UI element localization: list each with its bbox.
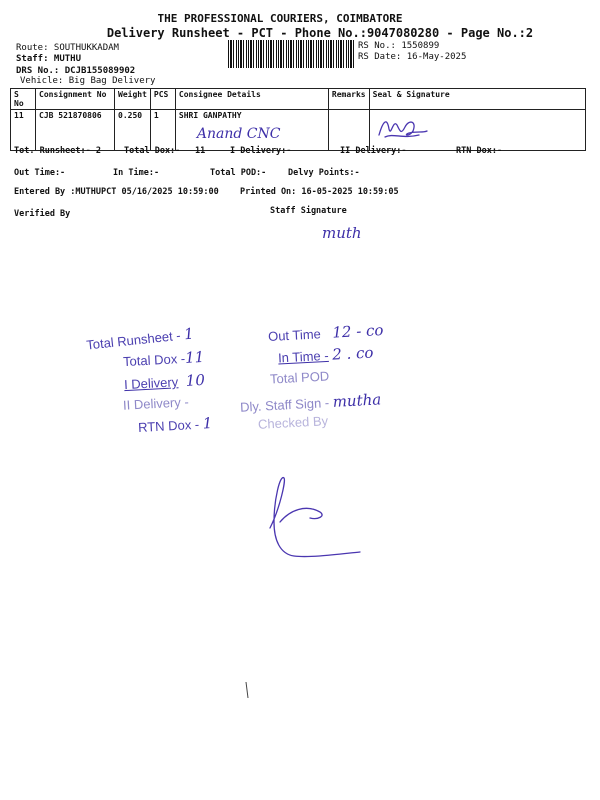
runsheet-title: Delivery Runsheet - PCT - Phone No.:9047080280 - Page No.:2 [106,26,534,40]
col-weight: Weight [115,89,151,110]
table-row [11,110,586,151]
receiver-signature [373,111,443,145]
col-consignment: Consignment No [36,89,115,110]
consignee-name: SHRI GANPATHY [178,111,242,120]
stamp-total-dox-label: Total Dox - [122,350,186,370]
stamp-dly-staff-sign-label: Dly. Staff Sign - [239,395,330,415]
cell-pcs: 1 [150,110,175,151]
staff-label: Staff: MUTHU [16,54,82,64]
total-dox-label: Total Dox:- [124,146,181,156]
stamp-in-time [278,344,374,367]
total-dox-value: 11 [195,146,206,156]
rtn-dox-label: RTN Dox:- [456,146,503,156]
rs-number: RS No.: 1550899 [358,41,440,51]
stamp-checked-by: Checked By [257,413,329,432]
stamp-dly-staff-sign [240,390,382,415]
stamp-i-delivery-value: 10 [185,370,206,390]
stamp-total-dox-value: 11 [184,347,205,367]
stamp-total-pod: Total POD [269,368,330,387]
stamp-rtn-dox-value: 1 [202,414,213,433]
stamp-dly-staff-sign-value: mutha [332,390,382,411]
staff-signature-handwriting: muth [322,224,362,242]
company-name: THE PROFESSIONAL COURIERS, COIMBATORE [157,12,403,25]
route-label: Route: SOUTHUKKADAM [16,43,119,53]
col-consignee: Consignee Details [175,89,328,110]
cell-remarks [328,110,369,151]
stamp-total-runsheet-label: Total Runsheet - [85,327,182,353]
consignee-handwriting: Anand CNC [196,126,281,142]
entered-by: Entered By :MUTHUPCT 05/16/2025 10:59:00 [14,187,219,197]
printed-on: Printed On: 16-05-2025 10:59:05 [240,187,399,197]
table-header-row [11,89,586,110]
ii-delivery-label: II Delivery:- [340,146,407,156]
stamp-ii-delivery: II Delivery - [122,394,190,413]
stamp-i-delivery [124,371,206,393]
delvy-points-label: Delvy Points:- [288,168,360,178]
cell-consignee [175,110,328,151]
stamp-in-time-value: 2 . co [331,343,374,364]
consignment-table [10,88,586,151]
stray-mark [242,680,252,700]
stamp-out-time [268,321,384,345]
verified-by-label: Verified By [14,209,71,219]
stamp-out-time-value: 12 - co [331,320,384,342]
stamp-in-time-label: In Time - [277,347,329,366]
stamp-rtn-dox [138,414,213,436]
staff-signature-label: Staff Signature [270,206,347,216]
col-pcs: PCS [150,89,175,110]
drs-number: DRS No.: DCJB155089902 [16,66,136,76]
rs-date: RS Date: 16-May-2025 [358,52,467,62]
cell-seal-signature [369,110,585,151]
stamp-total-dox [123,348,205,370]
stamp-total-runsheet-value: 1 [183,324,195,344]
col-remarks: Remarks [328,89,369,110]
tot-runsheet: Tot. Runsheet:- 2 [14,146,101,156]
col-seal-signature: Seal & Signature [369,89,585,110]
out-time-label: Out Time:- [14,168,66,178]
stamp-i-delivery-label: I Delivery [123,374,179,393]
verifier-signature [250,470,370,570]
stamp-rtn-dox-label: RTN Dox - [137,416,200,435]
cell-weight: 0.250 [115,110,151,151]
cell-sno: 11 [11,110,36,151]
barcode [228,40,354,68]
cell-consignment: CJB 521870806 [36,110,115,151]
i-delivery-label: I Delivery:- [230,146,292,156]
col-sno: S No [11,89,36,110]
total-pod-label: Total POD:- [210,168,267,178]
in-time-label: In Time:- [113,168,160,178]
stamp-out-time-label: Out Time [267,326,322,345]
vehicle-label: Vehicle: Big Bag Delivery [20,76,156,86]
